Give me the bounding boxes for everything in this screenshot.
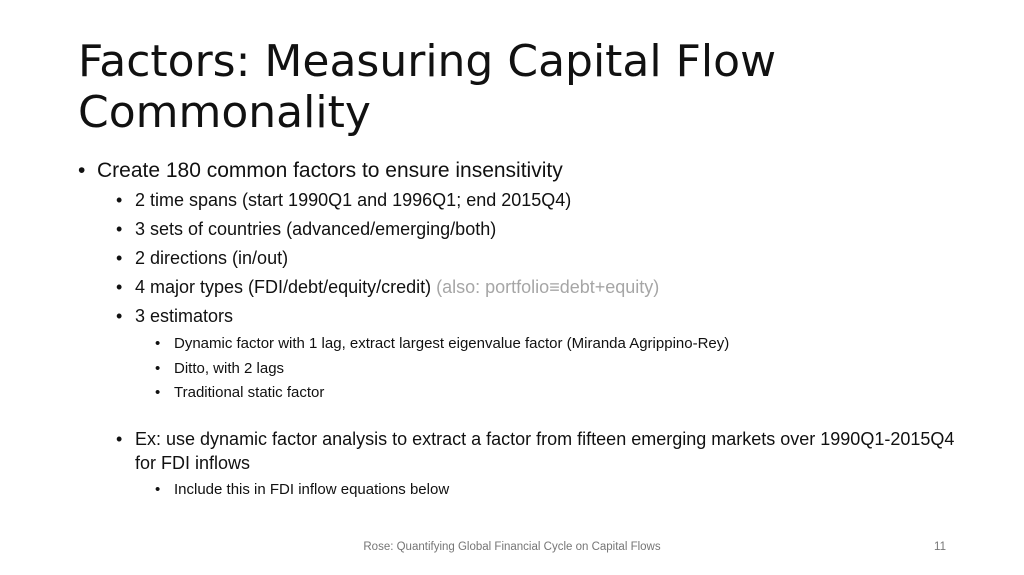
- bullet-directions: • 2 directions (in/out): [116, 246, 958, 270]
- bullet-include-fdi: • Include this in FDI inflow equations below: [155, 480, 958, 500]
- bullet-estimators: • 3 estimators: [116, 304, 958, 328]
- slide-title-line-2: Commonality: [78, 87, 371, 138]
- slide-title-line-1: Factors: Measuring Capital Flow: [78, 36, 777, 87]
- bullet-major-types: [116, 275, 958, 299]
- major-types-text: 4 major types (FDI/debt/equity/credit): [135, 277, 432, 297]
- slide-title: [78, 36, 958, 138]
- bullet-time-spans: • 2 time spans (start 1990Q1 and 1996Q1; end 2015Q4): [116, 188, 958, 212]
- bullet-static-factor: • Traditional static factor: [155, 383, 958, 403]
- bullet-country-sets: • 3 sets of countries (advanced/emerging/both): [116, 217, 958, 241]
- page-number: 11: [934, 541, 946, 553]
- bullet-example: • Ex: use dynamic factor analysis to extract a factor from fifteen emerging markets over 1990Q1-2015Q4 for FDI inflows: [116, 427, 958, 475]
- slide-footer: Rose: Quantifying Global Financial Cycle on Capital Flows: [363, 541, 661, 553]
- bullet-create-factors: • Create 180 common factors to ensure insensitivity: [78, 157, 958, 185]
- bullet-dynamic-factor: • Dynamic factor with 1 lag, extract largest eigenvalue factor (Miranda Agrippino-Rey): [155, 334, 958, 354]
- bullet-ditto-two-lags: • Ditto, with 2 lags: [155, 359, 958, 379]
- bullet-list: [78, 157, 958, 500]
- major-types-note: (also: portfolio≡debt+equity): [436, 277, 660, 297]
